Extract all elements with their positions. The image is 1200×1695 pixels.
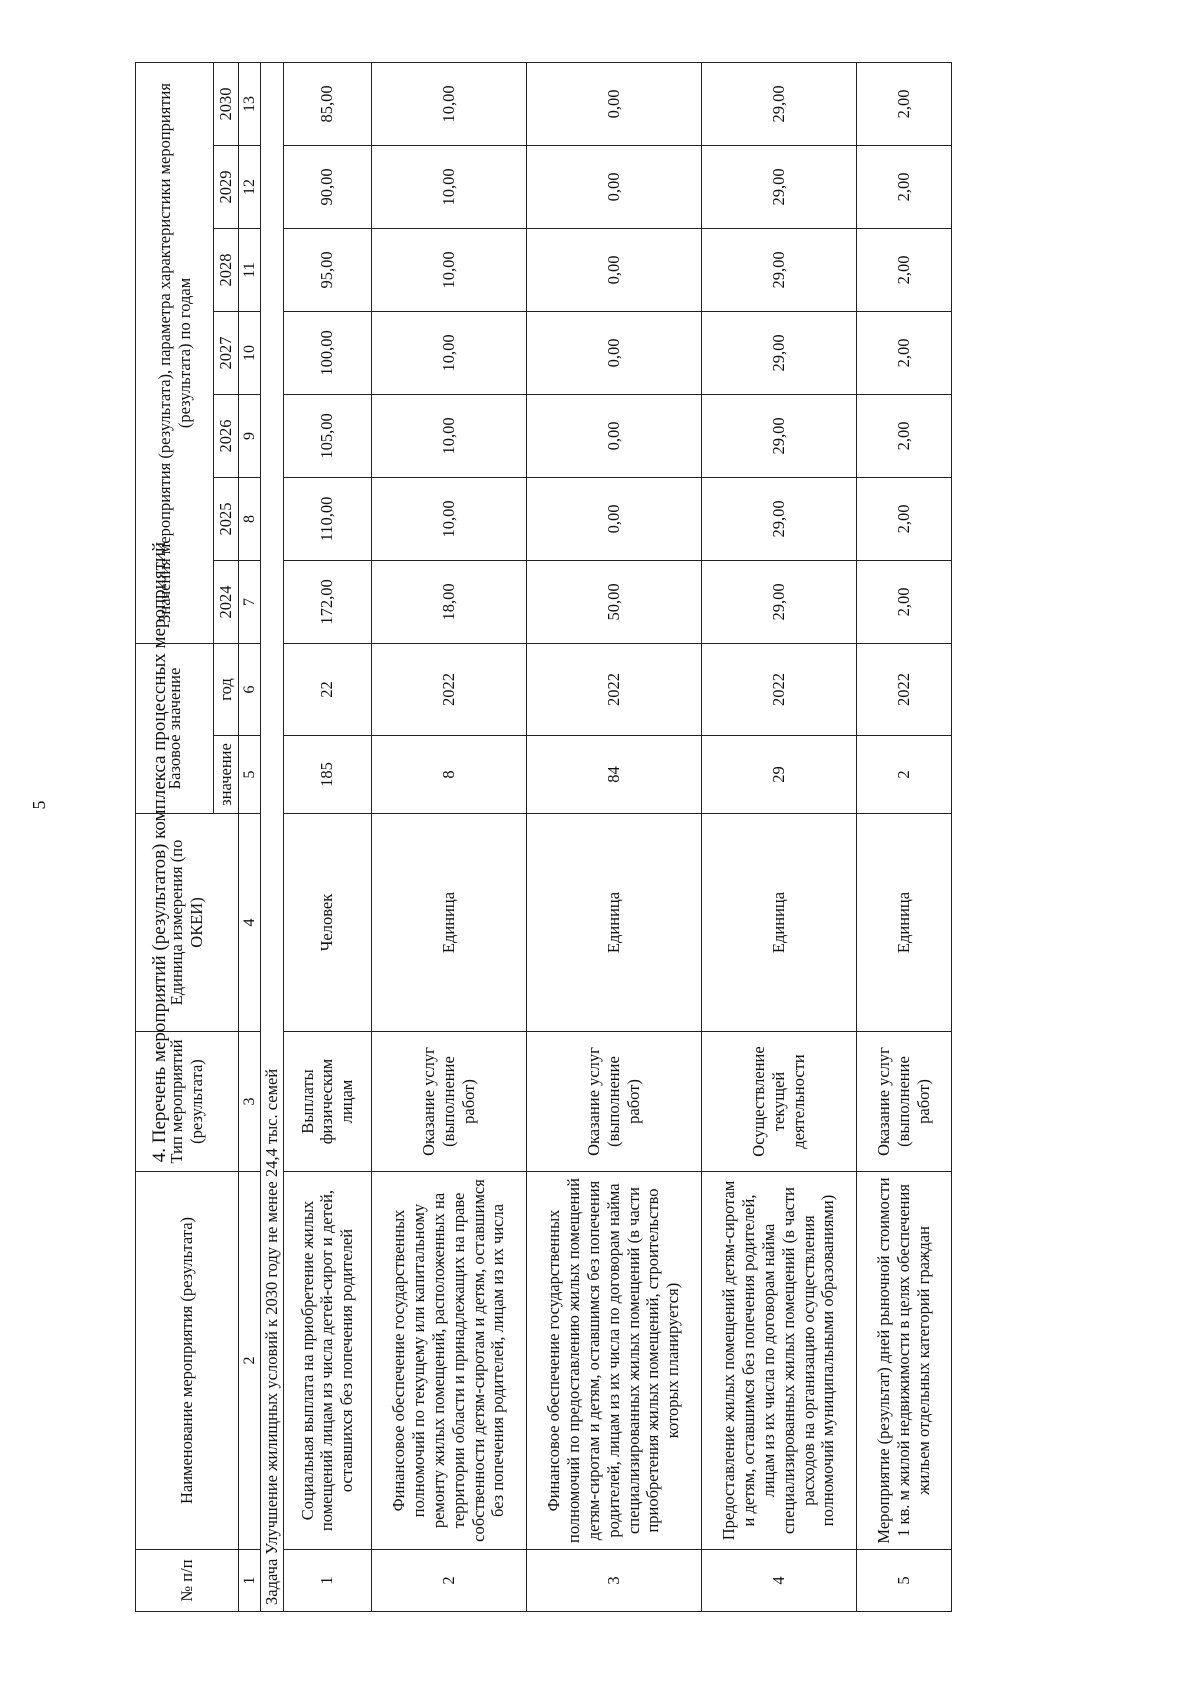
column-number: 9 (238, 394, 260, 477)
row-name: Финансовое обеспечение государственных полномочий по предоставлению жилых помещений детям-сиротам и детям, оставшимся без попечения родителей, лицам из их числа по договорам найма специализированных жилых помещений (в части приобретения жилых помещений, строительство которых планируется) (526, 1172, 701, 1550)
header-type: Тип мероприятий (результата) (136, 1032, 239, 1172)
row-num: 5 (856, 1550, 951, 1612)
row-base-value: 8 (371, 736, 526, 814)
row-base-value: 29 (701, 736, 856, 814)
row-value: 10,00 (371, 477, 526, 560)
row-name: Мероприятие (результат) дней рыночной стоимости 1 кв. м жилой недвижимости в целях обеспечения жильем отдельных категорий граждан (856, 1172, 951, 1550)
header-year: 2028 (214, 228, 239, 311)
task-row: Задача Улучшение жилищных условий к 2030 году не менее 24,4 тыс. семей (260, 62, 283, 1611)
row-value: 100,00 (283, 311, 371, 394)
row-value: 0,00 (526, 477, 701, 560)
table-row (371, 62, 526, 1611)
header-values: Значения мероприятия (результата), параметра характеристики мероприятия (результата) по годам (136, 62, 214, 643)
row-base-year: 2022 (701, 643, 856, 735)
header-num: № п/п (136, 1550, 239, 1612)
row-value: 2,00 (856, 228, 951, 311)
row-value: 0,00 (526, 62, 701, 145)
row-name: Финансовое обеспечение государственных полномочий по текущему или капитальному ремонту жилых помещений, расположенных на территории области и принадлежащих на праве собственности детям-сиротам и детям, оставшимся без попечения родителей, лицам из их числа (371, 1172, 526, 1550)
column-number: 2 (238, 1172, 260, 1550)
row-num: 3 (526, 1550, 701, 1612)
row-value: 10,00 (371, 62, 526, 145)
row-unit: Человек (283, 814, 371, 1032)
row-value: 110,00 (283, 477, 371, 560)
column-number: 7 (238, 560, 260, 643)
column-number: 12 (238, 145, 260, 228)
row-name: Предоставление жилых помещений детям-сиротам и детям, оставшимся без попечения родителей, лицам из их числа по договорам найма специализированных жилых помещений (в части расходов на организацию осуществления полномочий муниципальными образованиями) (701, 1172, 856, 1550)
row-value: 29,00 (701, 311, 856, 394)
row-value: 29,00 (701, 228, 856, 311)
row-value: 2,00 (856, 394, 951, 477)
row-type: Выплаты физическим лицам (283, 1032, 371, 1172)
column-number: 8 (238, 477, 260, 560)
row-type: Осуществление текущей деятельности (701, 1032, 856, 1172)
row-value: 172,00 (283, 560, 371, 643)
column-number: 10 (238, 311, 260, 394)
row-value: 2,00 (856, 477, 951, 560)
table-row (701, 62, 856, 1611)
header-year: 2024 (214, 560, 239, 643)
row-value: 10,00 (371, 145, 526, 228)
column-number: 3 (238, 1032, 260, 1172)
header-unit: Единица измерения (по ОКЕИ) (136, 814, 239, 1032)
row-value: 2,00 (856, 560, 951, 643)
row-value: 10,00 (371, 228, 526, 311)
row-value: 90,00 (283, 145, 371, 228)
row-base-value: 185 (283, 736, 371, 814)
row-value: 0,00 (526, 311, 701, 394)
header-year: 2030 (214, 62, 239, 145)
header-name: Наименование мероприятия (результата) (136, 1172, 239, 1550)
row-value: 0,00 (526, 394, 701, 477)
row-value: 18,00 (371, 560, 526, 643)
row-unit: Единица (526, 814, 701, 1032)
measures-table (135, 62, 952, 1612)
header-year: 2027 (214, 311, 239, 394)
rotated-sheet (135, 62, 1015, 1612)
header-base-value: значение (214, 736, 239, 814)
row-base-year: 2022 (856, 643, 951, 735)
column-number: 6 (238, 643, 260, 735)
row-value: 0,00 (526, 145, 701, 228)
page-title: 4. Перечень мероприятий (результатов) комплекса процессных мероприятий (149, 541, 170, 1163)
table-row (283, 62, 371, 1611)
row-base-value: 84 (526, 736, 701, 814)
row-base-value: 2 (856, 736, 951, 814)
row-value: 29,00 (701, 560, 856, 643)
column-number: 1 (238, 1550, 260, 1612)
table-row (526, 62, 701, 1611)
column-number: 5 (238, 736, 260, 814)
row-value: 0,00 (526, 228, 701, 311)
row-type: Оказание услуг (выполнение работ) (526, 1032, 701, 1172)
row-unit: Единица (856, 814, 951, 1032)
row-value: 29,00 (701, 477, 856, 560)
row-num: 2 (371, 1550, 526, 1612)
row-value: 29,00 (701, 394, 856, 477)
row-num: 4 (701, 1550, 856, 1612)
row-value: 29,00 (701, 62, 856, 145)
header-year: 2026 (214, 394, 239, 477)
row-unit: Единица (371, 814, 526, 1032)
row-name: Социальная выплата на приобретение жилых помещений лицам из числа детей-сирот и детей, оставшихся без попечения родителей (283, 1172, 371, 1550)
column-number: 4 (238, 814, 260, 1032)
row-num: 1 (283, 1550, 371, 1612)
table-row (856, 62, 951, 1611)
header-year: 2029 (214, 145, 239, 228)
row-value: 85,00 (283, 62, 371, 145)
row-value: 105,00 (283, 394, 371, 477)
row-value: 95,00 (283, 228, 371, 311)
column-number: 11 (238, 228, 260, 311)
header-base-year: год (214, 643, 239, 735)
row-base-year: 2022 (526, 643, 701, 735)
row-unit: Единица (701, 814, 856, 1032)
row-value: 29,00 (701, 145, 856, 228)
row-value: 10,00 (371, 311, 526, 394)
header-year: 2025 (214, 477, 239, 560)
row-base-year: 22 (283, 643, 371, 735)
row-value: 2,00 (856, 145, 951, 228)
row-value: 2,00 (856, 311, 951, 394)
row-base-year: 2022 (371, 643, 526, 735)
row-value: 2,00 (856, 62, 951, 145)
row-value: 10,00 (371, 394, 526, 477)
row-type: Оказание услуг (выполнение работ) (371, 1032, 526, 1172)
header-base: Базовое значение (136, 643, 214, 813)
page-number: 5 (29, 800, 49, 810)
row-type: Оказание услуг (выполнение работ) (856, 1032, 951, 1172)
column-number: 13 (238, 62, 260, 145)
row-value: 50,00 (526, 560, 701, 643)
